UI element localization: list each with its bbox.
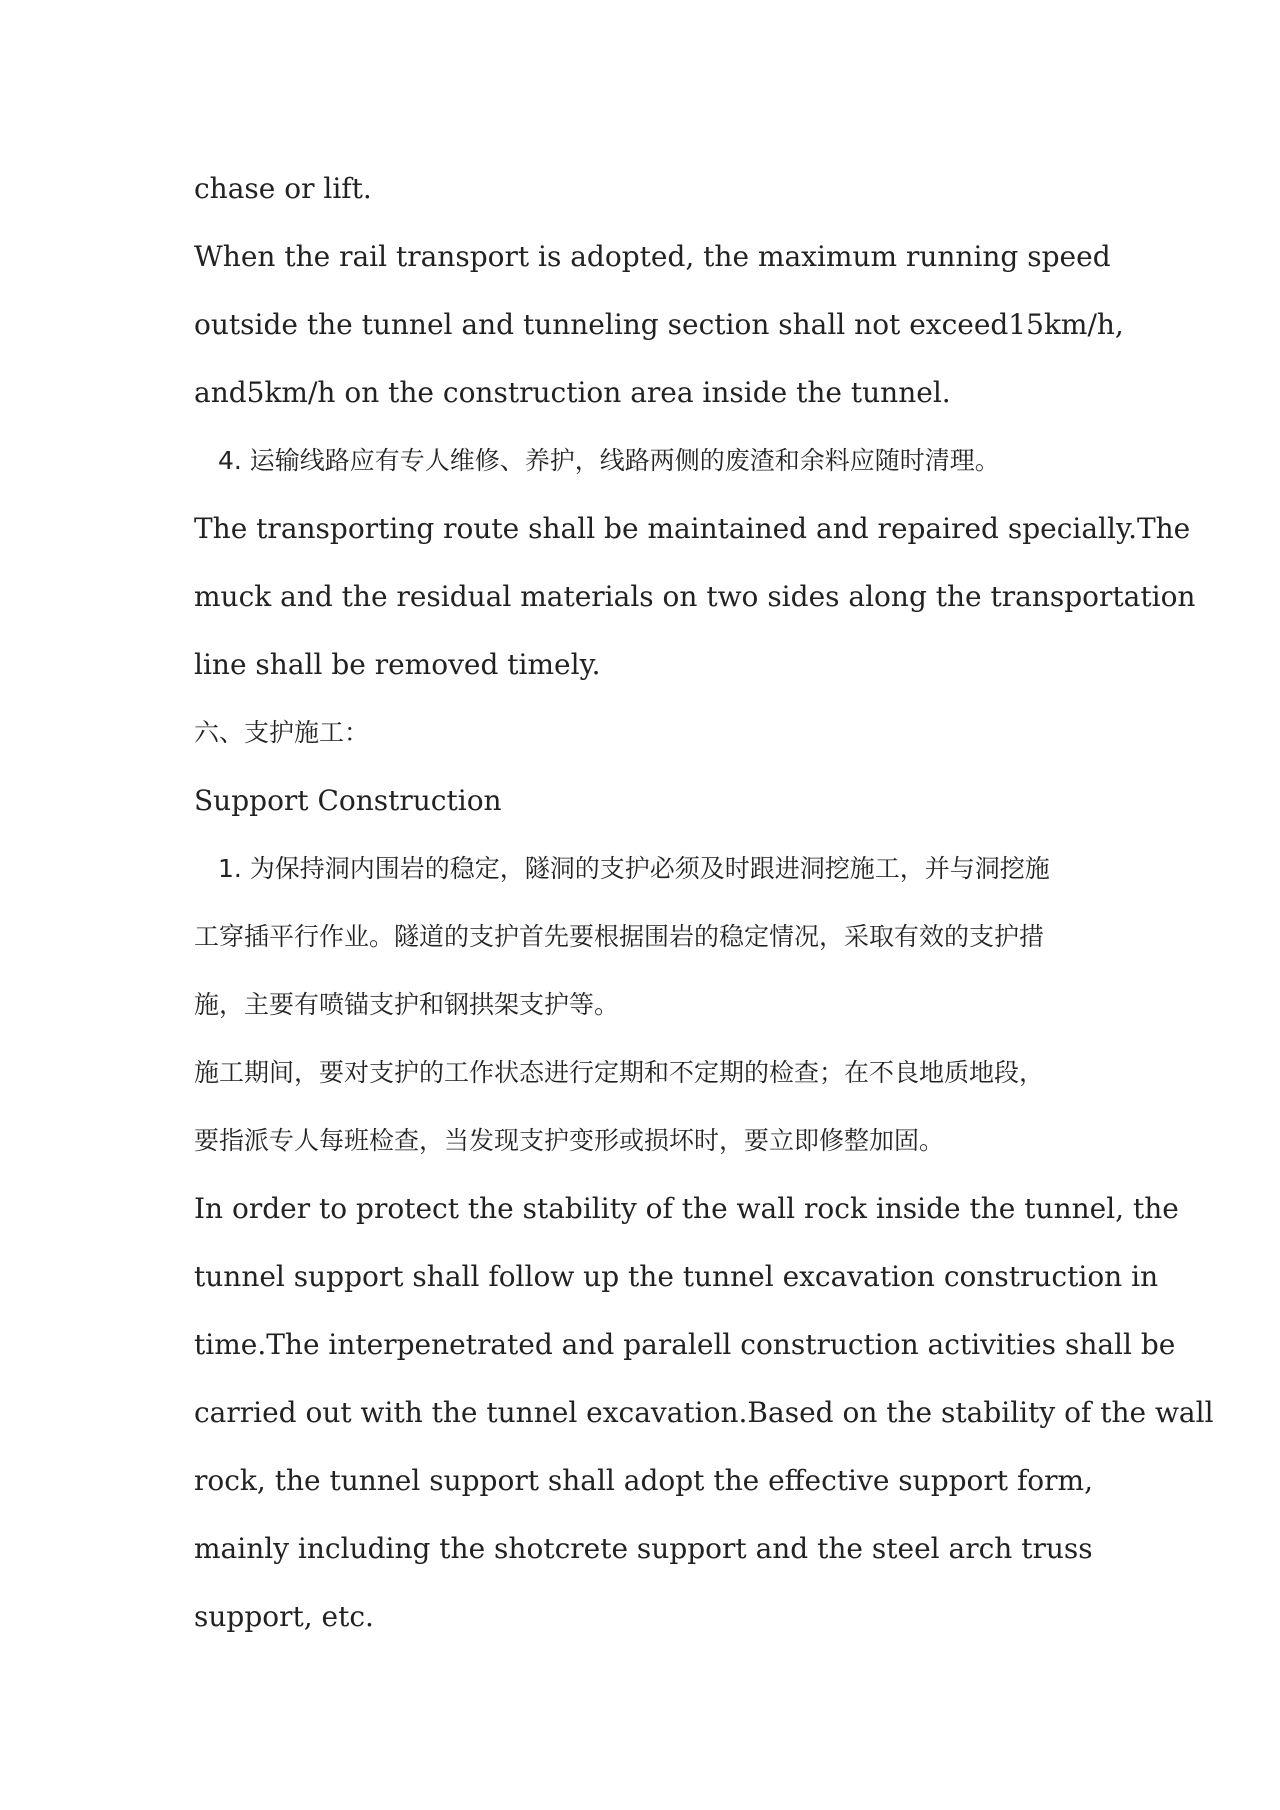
- text-line: support, etc.: [194, 1600, 374, 1633]
- text-line: 施工期间，要对支护的工作状态进行定期和不定期的检查；在不良地质地段，: [194, 1058, 1045, 1087]
- text-line: In order to protect the stability of the wall rock inside the tunnel, the: [194, 1192, 1179, 1225]
- list-item-1: 1. 为保持洞内围岩的稳定，隧洞的支护必须及时跟进洞挖施工，并与洞挖施: [218, 854, 1050, 883]
- text-line: chase or lift.: [194, 172, 372, 205]
- text-line: muck and the residual materials on two sides along the transportation: [194, 580, 1196, 613]
- text-line: and5km/h on the construction area inside the tunnel.: [194, 376, 951, 409]
- text-line: line shall be removed timely.: [194, 648, 601, 681]
- list-item-4: 4. 运输线路应有专人维修、养护，线路两侧的废渣和余料应随时清理。: [218, 446, 1000, 475]
- text-line: The transporting route shall be maintained and repaired specially.The: [194, 512, 1191, 545]
- text-line: When the rail transport is adopted, the maximum running speed: [194, 240, 1111, 273]
- text-line: 要指派专人每班检查，当发现支护变形或损坏时，要立即修整加固。: [194, 1126, 945, 1155]
- text-line: 施，主要有喷锚支护和钢拱架支护等。: [194, 990, 620, 1019]
- text-line: 工穿插平行作业。隧道的支护首先要根据围岩的稳定情况，采取有效的支护措: [194, 922, 1045, 951]
- text-line: outside the tunnel and tunneling section shall not exceed15km/h,: [194, 308, 1124, 341]
- text-line: rock, the tunnel support shall adopt the effective support form,: [194, 1464, 1093, 1497]
- section-heading-en: Support Construction: [194, 784, 502, 817]
- section-heading-cn: 六、支护施工：: [194, 718, 370, 747]
- text-line: tunnel support shall follow up the tunnel excavation construction in: [194, 1260, 1159, 1293]
- text-line: carried out with the tunnel excavation.Based on the stability of the wall: [194, 1396, 1214, 1429]
- text-line: mainly including the shotcrete support and the steel arch truss: [194, 1532, 1093, 1565]
- text-line: time.The interpenetrated and paralell construction activities shall be: [194, 1328, 1176, 1361]
